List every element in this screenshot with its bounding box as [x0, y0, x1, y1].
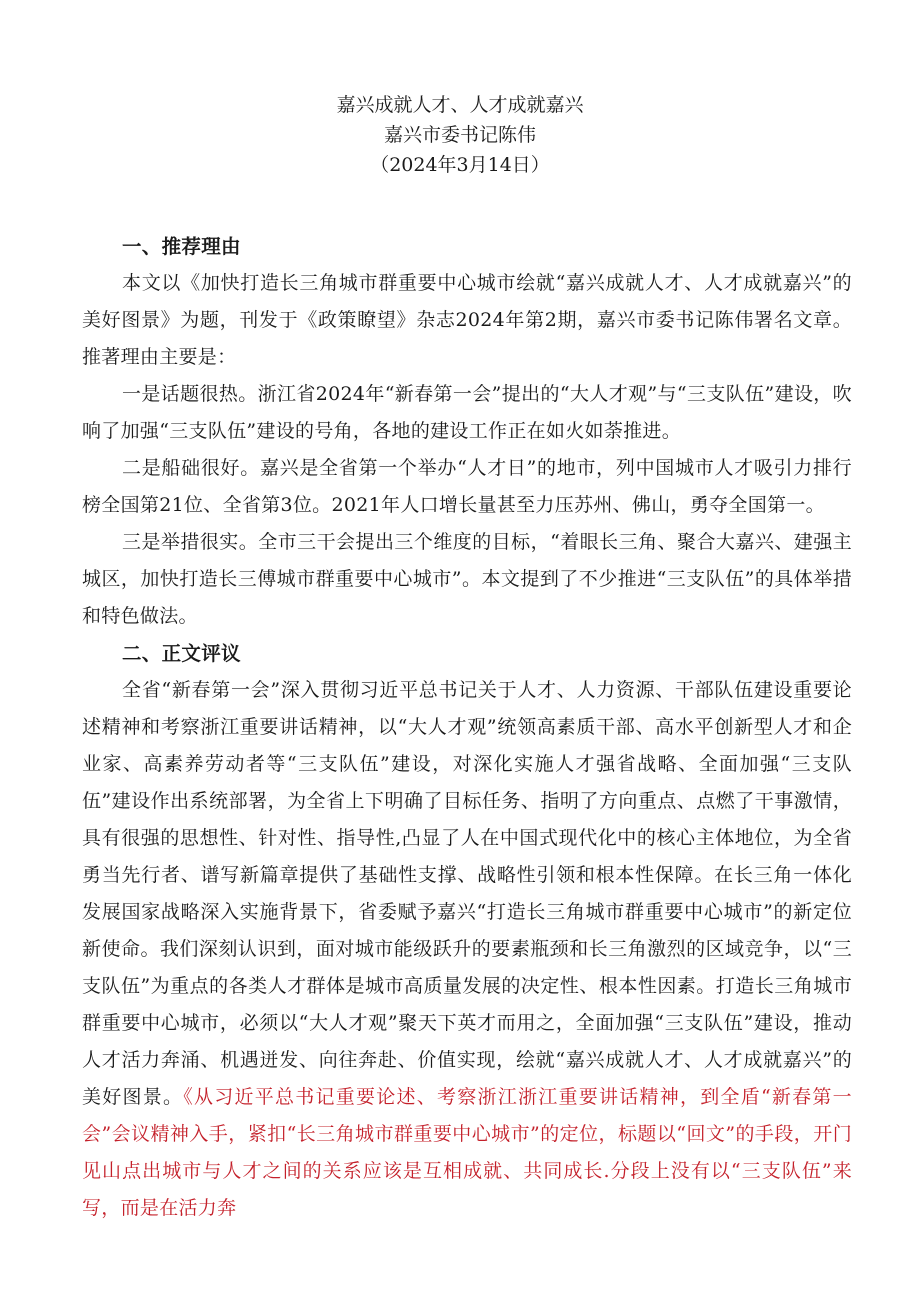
paragraph-intro: 本文以《加快打造长三角城市群重要中心城市绘就“嘉兴成就人才、人才成就嘉兴”的美好图景》为题，刊发于《政策瞭望》杂志2024年第2期，嘉兴市委书记陈伟署名文章。推著理由主要是：	[82, 272, 852, 368]
section-heading-recommendation: 一、推荐理由	[122, 235, 241, 258]
paragraph-main-text	[82, 672, 852, 1227]
section-heading-commentary: 二、正文评议	[122, 642, 241, 665]
document-header	[0, 90, 920, 180]
paragraph-reason-1: 一是话题很热。浙江省2024年“新春第一会”提出的“大人才观”与“三支队伍”建设，吹响了加强“三支队伍”建设的号角，各地的建设工作正在如火如荼推进。	[82, 383, 852, 442]
paragraph-reason-3: 三是举措很实。全市三干会提出三个维度的目标，“着眼长三角、聚合大嘉兴、建强主城区，加快打造长三傅城市群重要中心城市”。本文提到了不少推进“三支队伍”的具体举措和特色做法。	[82, 531, 852, 627]
document-body	[82, 228, 852, 1227]
main-text-red-annotation: 《从习近平总书记重要论述、考察浙江浙江重要讲话精神，到全盾“新春第一会”会议精神入手，紧扣“长三角城市群重要中心城市”的定位，标题以“回文”的手段，开门见山点出城市与人才之间的关系应该是互相成就、共同成长.分段上没有以“三支队伍”来写，而是在活力奔	[82, 1086, 852, 1219]
main-text-black: 全省“新春第一会”深入贯彻习近平总书记关于人才、人力资源、干部队伍建设重要论述精神和考察浙江重要讲话精神，以“大人才观”统领高素质干部、高水平创新型人才和企业家、高素养劳动者等“三支队伍”建设，对深化实施人才强省战略、全面加强“三支队伍”建设作出系统部署，为全省上下明确了目标任务、指明了方向重点、点燃了干事激情，具有很强的思想性、针对性、指导性,凸显了人在中国式现代化中的核心主体地位，为全省勇当先行者、谱写新篇章提供了基础性支撑、战略性引领和根本性保障。在长三角一体化发展国家战略深入实施背景下，省委赋予嘉兴“打造长三角城市群重要中心城市”的新定位新使命。我们深刻认识到，面对城市能级跃升的要素瓶颈和长三角激烈的区域竞争，以“三支队伍”为重点的各类人才群体是城市高质量发展的决定性、根本性因素。打造长三角城市群重要中心城市，必须以“大人才观”聚天下英才而用之，全面加强“三支队伍”建设，推动人才活力奔涌、机遇迸发、向往奔赴、价值实现，绘就“嘉兴成就人才、人才成就嘉兴”的美好图景。	[82, 679, 852, 1108]
paragraph-reason-2: 二是船础很好。嘉兴是全省第一个举办“人才日”的地市，列中国城市人才吸引力排行榜全国第21位、全省第3位。2021年人口增长量甚至力压苏州、佛山，勇夺全国第一。	[82, 457, 852, 516]
document-author: 嘉兴市委书记陈伟	[383, 124, 536, 146]
document-title: 嘉兴成就人才、人才成就嘉兴	[336, 94, 584, 116]
document-date: （2024年3月14日）	[370, 154, 550, 176]
